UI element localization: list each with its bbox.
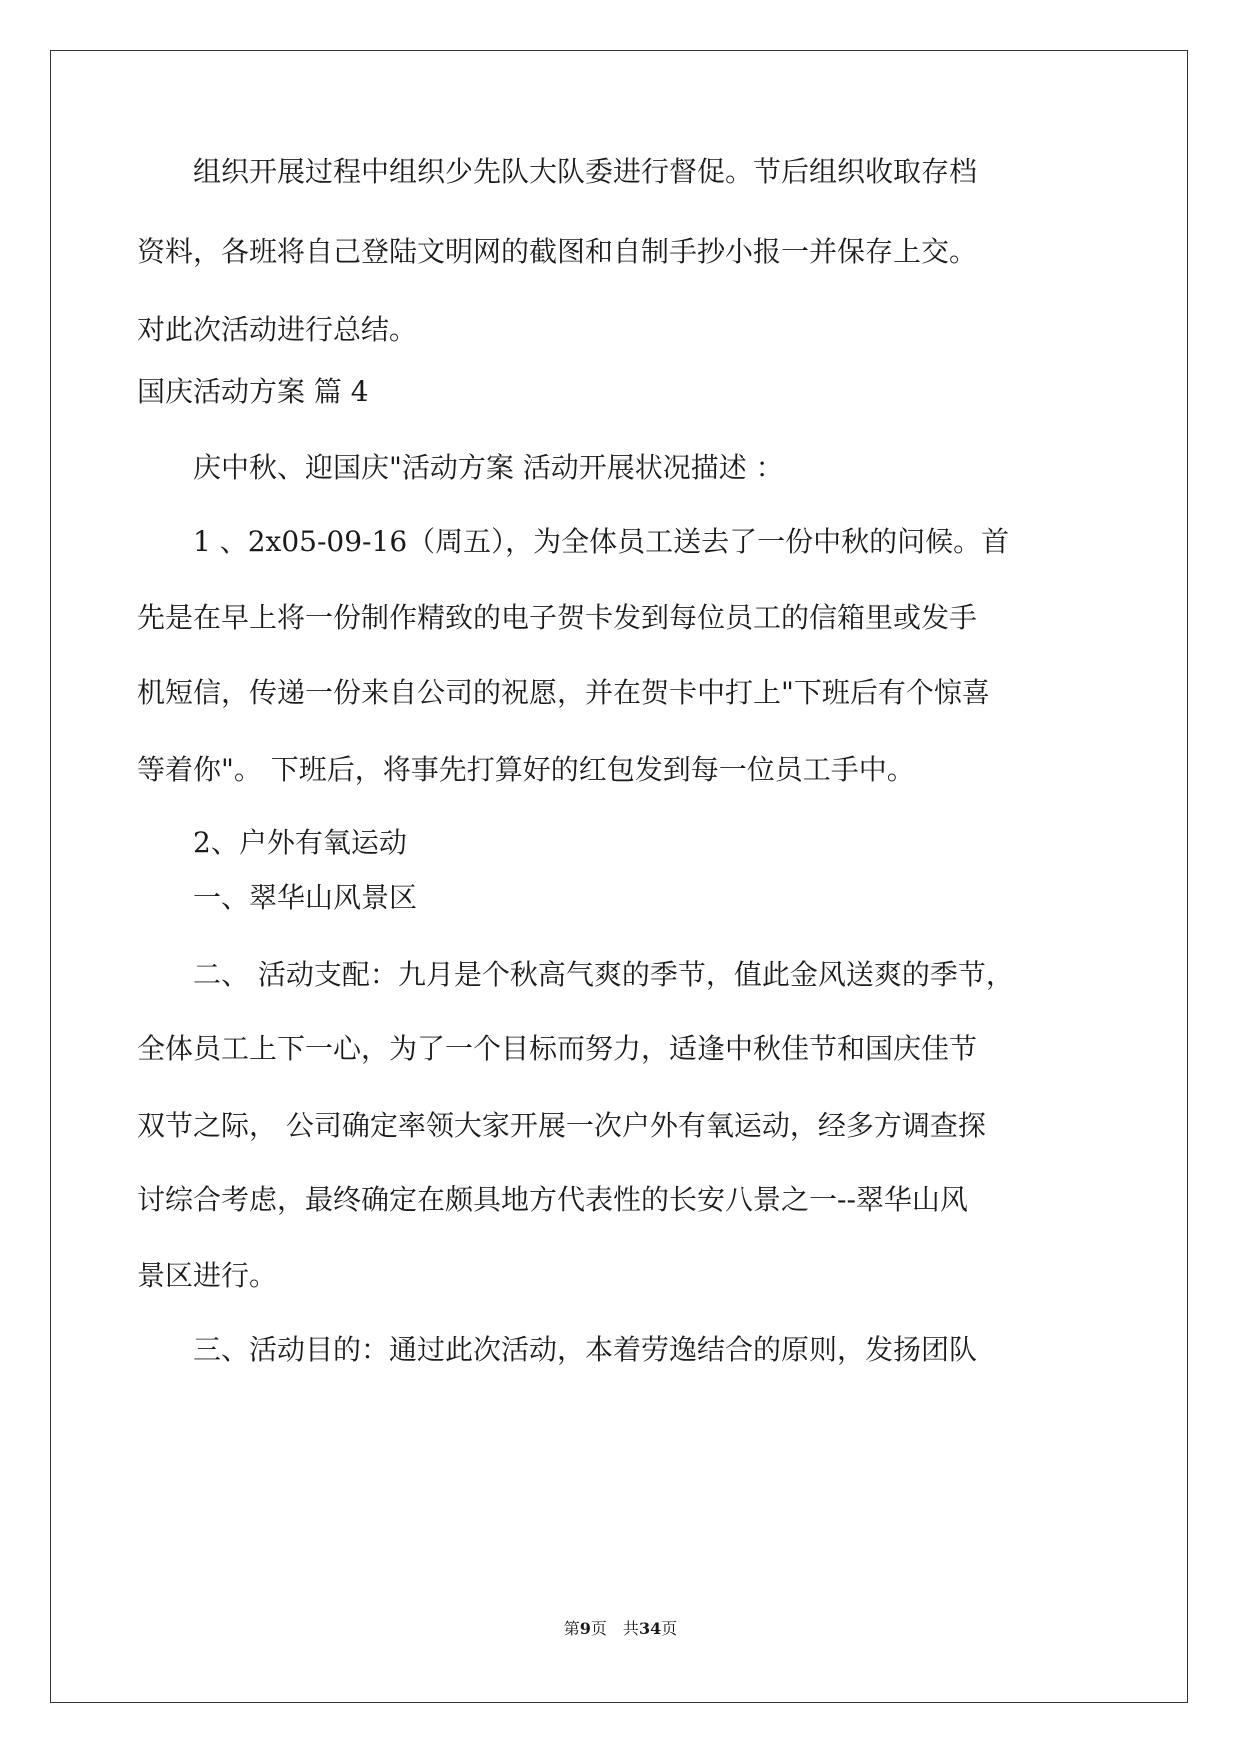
text-line: 讨综合考虑，最终确定在颇具地方代表性的长安八景之一--翠华山风	[137, 1183, 968, 1216]
text-line: 庆中秋、迎国庆"活动方案 活动开展状况描述 ：	[193, 451, 784, 484]
text-line: 二、 活动支配：九月是个秋高气爽的季节，值此金风送爽的季节，	[193, 958, 1014, 991]
text-line: 组织开展过程中组织少先队大队委进行督促。节后组织收取存档	[193, 155, 978, 188]
text-line: 全体员工上下一心，为了一个目标而努力，适逢中秋佳节和国庆佳节	[137, 1032, 978, 1065]
text-line: 三、活动目的：通过此次活动，本着劳逸结合的原则，发扬团队	[193, 1333, 978, 1366]
footer-suffix: 页	[661, 1619, 678, 1638]
page-footer	[0, 1616, 1241, 1639]
text-line: 等着你"。 下班后，将事先打算好的红包发到每一位员工手中。	[137, 753, 915, 786]
text-line: 2、户外有氧运动	[193, 826, 407, 859]
text-line: 双节之际， 公司确定率领大家开展一次户外有氧运动，经多方调查探	[137, 1109, 986, 1142]
page-frame	[50, 50, 1188, 1703]
text-line: 机短信，传递一份来自公司的祝愿，并在贺卡中打上"下班后有个惊喜	[137, 676, 990, 709]
text-line: 先是在早上将一份制作精致的电子贺卡发到每位员工的信箱里或发手	[137, 601, 978, 634]
text-line: 对此次活动进行总结。	[137, 313, 418, 346]
text-line: 一、翠华山风景区	[193, 881, 418, 914]
text-line: 1 、2x05-09-16（周五），为全体员工送去了一份中秋的问候。首	[193, 525, 1010, 558]
footer-prefix: 第	[563, 1619, 580, 1638]
footer-middle: 页 共	[590, 1619, 639, 1638]
text-line: 资料，各班将自己登陆文明网的截图和自制手抄小报一并保存上交。	[137, 235, 978, 268]
text-line: 景区进行。	[137, 1259, 278, 1292]
current-page-number: 9	[579, 1619, 591, 1638]
total-page-count: 34	[638, 1619, 662, 1638]
section-heading: 国庆活动方案 篇 4	[137, 375, 369, 408]
